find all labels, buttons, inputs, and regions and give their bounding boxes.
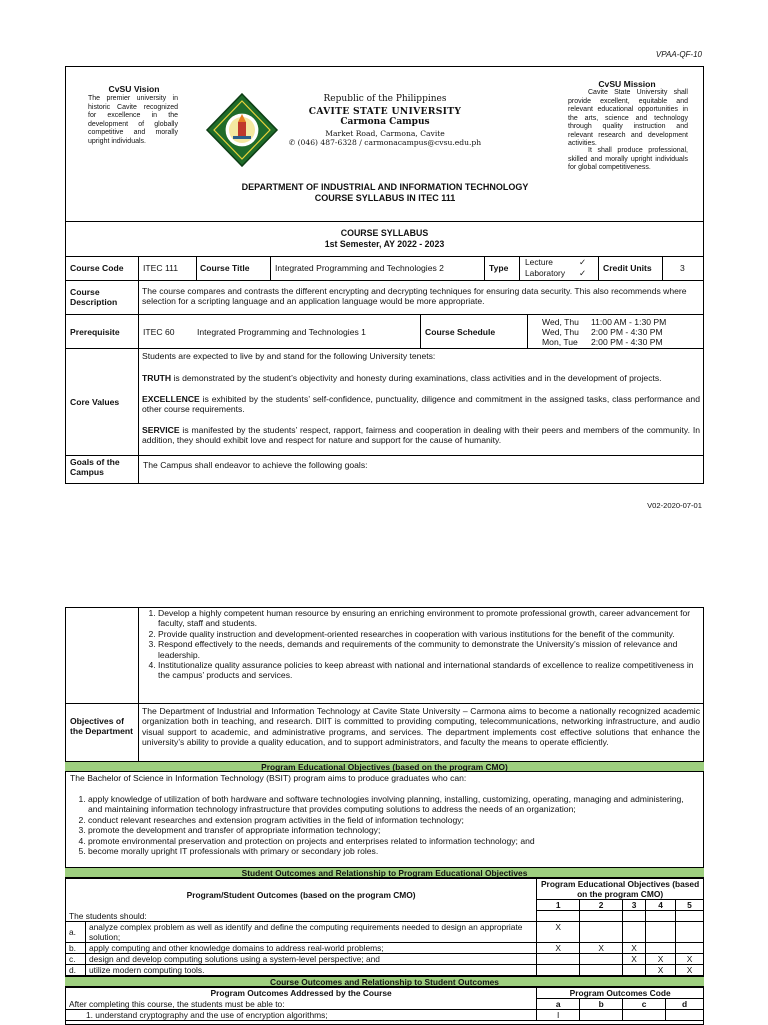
truth-text: is demonstrated by the student’s objectivity and honesty during examinations, class activities and in the development of projects. [171, 373, 662, 383]
peo-number: 2 [580, 900, 623, 911]
prerequisite-title: Integrated Programming and Technologies 1 [197, 327, 366, 337]
version-code: V02-2020-07-01 [647, 501, 702, 510]
so-mark: X [676, 965, 704, 976]
table-row [66, 943, 704, 954]
peo-intro: The Bachelor of Science in Information Technology (BSIT) program aims to produce graduates who can: [70, 773, 467, 783]
peo-heading: Program Educational Objectives (based on the program CMO) [65, 761, 704, 772]
so-text: apply computing and other knowledge domains to address real-world problems; [85, 943, 536, 954]
peo-item: 2. conduct relevant researches and extension program activities in the field of information technology; [88, 815, 700, 825]
type-lecture: Lecture [525, 257, 553, 267]
type-label: Type [489, 263, 509, 273]
po-letter: b [580, 999, 623, 1010]
mission-text-1: Cavite State University shall provide excellent, equitable and relevant educational opportunities in the arts, science and technology through quality instruction and relevant research and development activities. [568, 89, 688, 147]
so-mark: X [537, 922, 580, 943]
form-code: VPAA-QF-10 [655, 50, 702, 59]
core-values-label: Core Values [70, 397, 120, 407]
schedule-days-1: Wed, Thu [542, 317, 579, 327]
so-table [65, 878, 704, 976]
peo-number: 1 [537, 900, 580, 911]
so-mark [580, 965, 623, 976]
republic-line: Republic of the Philippines [323, 94, 447, 104]
service-text: is manifested by the students’ respect, rapport, fairness and cooperation in dealing with their peers and members of the community. In addition, they should exhibit love and respect for nature and support for the cause of humanity. [142, 425, 700, 446]
course-code: ITEC 111 [143, 263, 179, 273]
peo-number: 5 [676, 900, 704, 911]
course-code-label: Course Code [70, 263, 124, 273]
peo-number: 3 [623, 900, 646, 911]
prerequisite-label: Prerequisite [70, 327, 120, 337]
schedule-time-3: 2:00 PM - 4:30 PM [591, 337, 663, 347]
prerequisite-code: ITEC 60 [143, 327, 175, 337]
so-mark [676, 922, 704, 943]
co-mark [623, 1010, 666, 1021]
credit-units: 3 [680, 263, 685, 273]
table-row [66, 954, 704, 965]
type-lecture-check: ✓ [579, 257, 587, 267]
core-values-intro: Students are expected to live by and stand for the following University tenets: [142, 351, 436, 361]
campus-name: Carmona Campus [340, 117, 430, 127]
truth-term: TRUTH [142, 373, 172, 383]
co-table [65, 987, 704, 1021]
department-title: DEPARTMENT OF INDUSTRIAL AND INFORMATION TECHNOLOGY [241, 182, 529, 192]
co-mark [580, 1010, 623, 1021]
co-text: 1. understand cryptography and the use of encryption algorithms; [66, 1010, 537, 1021]
co-mark [666, 1010, 704, 1021]
so-mark [580, 954, 623, 965]
so-mark [646, 943, 676, 954]
peo-list [70, 794, 700, 856]
so-heading: Student Outcomes and Relationship to Program Educational Objectives [65, 867, 704, 878]
vision-title: CvSU Vision [108, 84, 160, 94]
phone-icon: ✆ [288, 138, 298, 147]
schedule-time-1: 11:00 AM - 1:30 PM [591, 317, 667, 327]
co-mark: I [537, 1010, 580, 1021]
so-mark: X [646, 954, 676, 965]
co-col-right-header: Program Outcomes Code [537, 988, 704, 999]
goals-list [140, 608, 700, 681]
so-mark: X [580, 943, 623, 954]
semester-line: 1st Semester, AY 2022 - 2023 [324, 239, 445, 249]
so-mark: X [537, 943, 580, 954]
course-schedule-label: Course Schedule [425, 327, 496, 337]
university-name: CAVITE STATE UNIVERSITY [308, 106, 462, 117]
schedule-days-3: Mon, Tue [542, 337, 578, 347]
so-letter: a. [66, 922, 86, 943]
course-description: The course compares and contrasts the different encrypting and decrypting techniques for ensuring data security. This also recommends where selection for a scripting language and an application language would be more appropriate. [142, 286, 687, 307]
type-laboratory: Laboratory [525, 268, 566, 278]
core-value-excellence [142, 394, 700, 415]
so-mark [580, 922, 623, 943]
core-value-truth [142, 373, 700, 383]
vision-text: The premier university in historic Cavite recognized for excellence in the development of globally competitive and morally upright individuals. [88, 95, 178, 145]
schedule-time-2: 2:00 PM - 4:30 PM [591, 327, 663, 337]
peo-item: 3. promote the development and transfer of appropriate information technology; [88, 825, 700, 835]
po-letter: c [623, 999, 666, 1010]
so-intro: The students should: [66, 911, 537, 922]
co-col-left-header: Program Outcomes Addressed by the Course [66, 988, 537, 999]
so-mark [623, 965, 646, 976]
so-text: design and develop computing solutions using a system-level perspective; and [85, 954, 536, 965]
table-row [66, 1010, 704, 1021]
so-col-right-header: Program Educational Objectives (based on the program CMO) [537, 879, 704, 900]
schedule-days-2: Wed, Thu [542, 327, 579, 337]
campus-contact-text: (046) 487-6328 / carmonacampus@cvsu.edu.ph [297, 138, 482, 147]
so-mark [646, 922, 676, 943]
so-letter: c. [66, 954, 86, 965]
excellence-text: is exhibited by the students’ self-confidence, punctuality, diligence and commitment in the assigned tasks, class performance and other course requirements. [142, 394, 700, 415]
syllabus-course-line: COURSE SYLLABUS IN ITEC 111 [314, 193, 456, 203]
so-letter: b. [66, 943, 86, 954]
mission-title: CvSU Mission [598, 79, 656, 89]
so-text: analyze complex problem as well as identify and define the computing requirements needed to design an appropriate solution; [85, 922, 536, 943]
goal-item: 3. Respond effectively to the needs, demands and requirements of the community to demonstrate the University’s mission of relevance and leadership. [158, 639, 700, 660]
goal-item: 2. Provide quality instruction and development-oriented researches in cooperation with various institutions for the benefit of the community. [158, 629, 700, 639]
so-mark [537, 954, 580, 965]
so-col-left-header: Program/Student Outcomes (based on the program CMO) [66, 879, 537, 911]
so-letter: d. [66, 965, 86, 976]
peo-number: 4 [646, 900, 676, 911]
credit-units-label: Credit Units [603, 263, 652, 273]
peo-item: 5. become morally upright IT professionals with primary or secondary job roles. [88, 846, 700, 856]
peo-item: 1. apply knowledge of utilization of both hardware and software technologies involving planning, installing, customizing, operating, managing and administering, and maintaining information technology infrastructure that provides computing solutions to address the needs of an organization; [88, 794, 700, 815]
co-heading: Course Outcomes and Relationship to Student Outcomes [65, 976, 704, 987]
goal-item: 1. Develop a highly competent human resource by ensuring an enriching environment to promote professional growth, career advancement for faculty, staff and students. [158, 608, 700, 629]
objectives-text: The Department of Industrial and Information Technology at Cavite State University – Carmona aims to become a nationally recognized academic organization both in teaching, and research. DIIT is committed to providing computing, telecommunications, networking infrastructure, and audio visual support to academic, and administrative programs, and services. The department implements cost effective solutions that enhance the university’s ability to provide a quality education, and to support administrators, and faculty the means to operate efficiently. [142, 706, 700, 748]
so-mark: X [623, 954, 646, 965]
po-letter: a [537, 999, 580, 1010]
so-mark [676, 943, 704, 954]
table-row [66, 922, 704, 943]
syllabus-heading: COURSE SYLLABUS [340, 228, 429, 238]
peo-item: 4. promote environmental preservation and protection on projects and enterprises related to information technology; and [88, 836, 700, 846]
goals-intro: The Campus shall endeavor to achieve the following goals: [143, 460, 368, 470]
co-intro: After completing this course, the students must be able to: [66, 999, 537, 1010]
mission-text-2: It shall produce professional, skilled and morally upright individuals for global competitiveness. [568, 147, 688, 171]
university-logo [205, 92, 279, 168]
goal-item: 4. Institutionalize quality assurance policies to keep abreast with national and international standards of excellence to realize competitiveness in the campus’ products and services. [158, 660, 700, 681]
so-mark: X [623, 943, 646, 954]
goals-label: Goals of the Campus [70, 457, 120, 478]
so-mark: X [676, 954, 704, 965]
so-mark [537, 965, 580, 976]
so-text: utilize modern computing tools. [85, 965, 536, 976]
course-title-label: Course Title [200, 263, 250, 273]
course-description-label: Course Description [70, 287, 118, 308]
so-mark [623, 922, 646, 943]
objectives-label: Objectives of the Department [70, 716, 134, 737]
po-letter: d [666, 999, 704, 1010]
table-row [66, 965, 704, 976]
type-lab-check: ✓ [579, 268, 587, 278]
core-value-service [142, 425, 700, 446]
course-title: Integrated Programming and Technologies 2 [275, 263, 444, 273]
so-mark: X [646, 965, 676, 976]
service-term: SERVICE [142, 425, 180, 435]
campus-address: Market Road, Carmona, Cavite [325, 129, 445, 138]
campus-contact [280, 138, 490, 147]
excellence-term: EXCELLENCE [142, 394, 200, 404]
